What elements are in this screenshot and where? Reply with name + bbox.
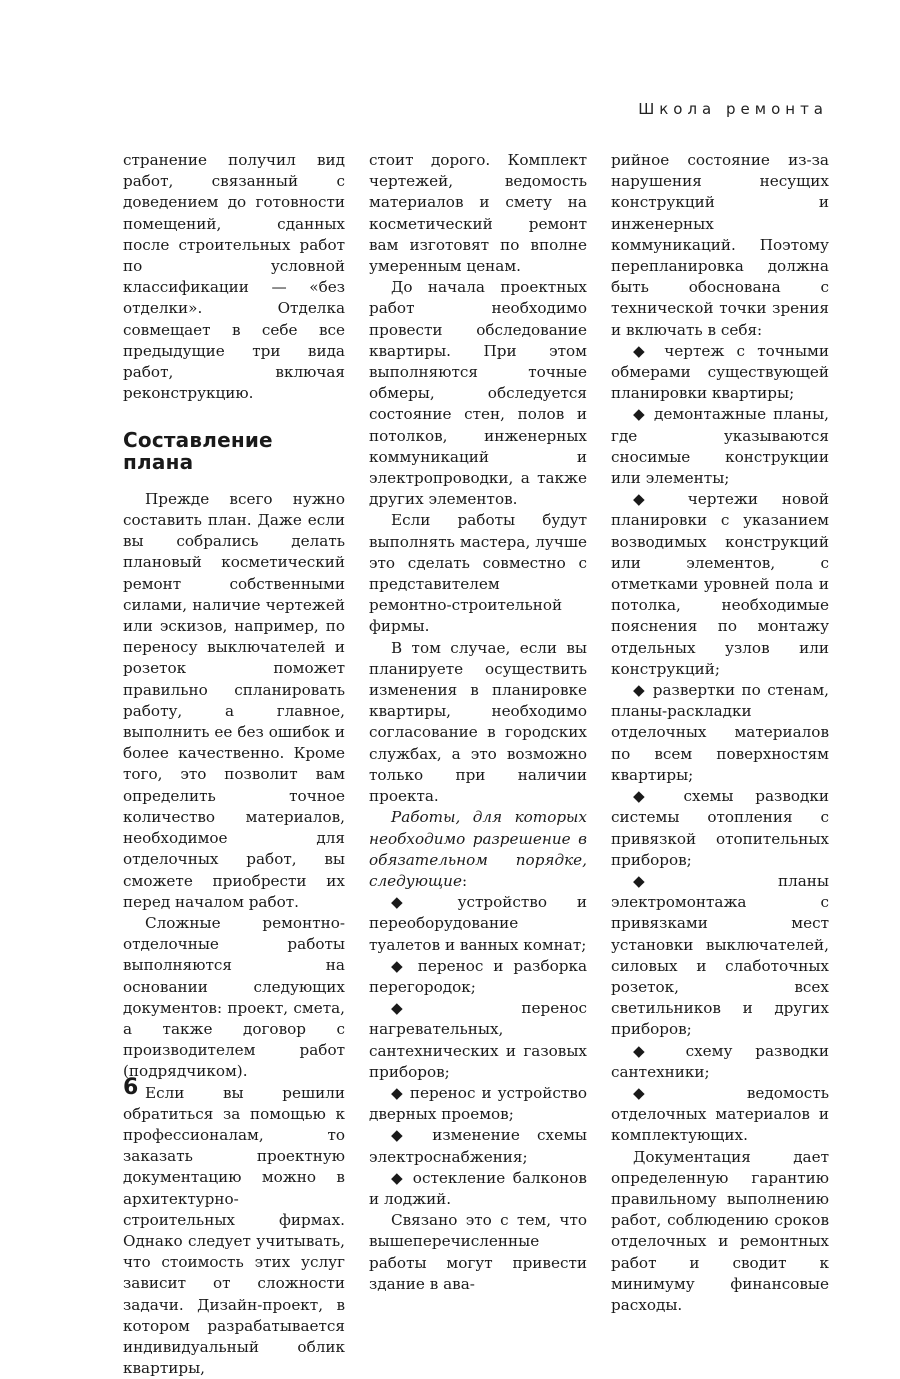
bullet-item: ◆ устройство и переоборудование туалетов и ванных комнат; [369, 893, 587, 954]
bullet-item: ◆ изменение схемы электроснабжения; [369, 1126, 587, 1166]
bullet-item: ◆ перенос и устройство дверных проемов; [369, 1083, 587, 1124]
bullet-item: ◆ схемы разводки системы отопления с привязкой отопительных приборов; [611, 787, 829, 869]
paragraph-italic-intro [369, 807, 587, 892]
paragraph: странение получил вид работ, связанный с доведением до готовности помещений, сданных после строительных работ по условной классификации — «без отделки». Отделка совмещает в себе все предыдущие три вида работ, включая реконструкцию. [123, 151, 345, 403]
text-column-2 [369, 150, 587, 1295]
page-number: 6 [123, 1075, 139, 1100]
text-column-1 [123, 150, 345, 1379]
bullet-item: ◆ планы электромонтажа с привязками мест установки выключателей, силовых и слаботочных розеток, всех светильников и других приборов; [611, 871, 829, 1039]
paragraph: Если работы будут выполнять мастера, лучше это сделать совместно с представителем ремонтно-строительной фирмы. [369, 511, 587, 636]
bullet-item: ◆ развертки по стенам, планы-раскладки отделочных материалов по всем поверхностям квартиры; [611, 681, 829, 784]
text-column-3 [611, 150, 829, 1316]
paragraph: Документация дает определенную гарантию правильному выполнению работ, соблюдению сроков отделочных и ремонтных работ и сводит к минимуму финансовые расходы. [611, 1147, 829, 1314]
paragraph: рийное состояние из-за нарушения несущих конструкций и инженерных коммуникаций. Поэтому перепланировка должна быть обоснована с технической точки зрения и включать в себя: [611, 151, 829, 339]
paragraph: стоит дорого. Комплект чертежей, ведомость материалов и смету на косметический ремонт вам изготовят по вполне умеренным ценам. [369, 151, 587, 276]
paragraph: Сложные ремонтно-отделочные работы выполняются на основании следующих документов: проект, смета, а также договор с производителем работ (подрядчиком). [123, 913, 345, 1081]
paragraph: В том случае, если вы планируете осуществить изменения в планировке квартиры, необходимо согласование в городских службах, а это возможно только при наличии проекта. [369, 638, 587, 806]
paragraph: Связано это с тем, что вышеперечисленные работы могут привести здание в ава- [369, 1211, 587, 1293]
bullet-item: ◆ остекление балконов и лоджий. [369, 1168, 587, 1208]
paragraph: Если вы решили обратиться за помощью к профессионалам, то заказать проектную документацию можно в архитектурно-строительных фирмах. Однако следует учитывать, что стоимость этих услуг зависит от сложности задачи. Дизайн-проект, в котором разрабатывается индивидуальный облик квартиры, [123, 1083, 345, 1378]
bullet-item: ◆ чертежи новой планировки с указанием возводимых конструкций или элементов, с отметками уровней пола и потолка, необходимые пояснения по монтажу отдельных узлов или конструкций; [611, 490, 829, 678]
paragraph: До начала проектных работ необходимо провести обследование квартиры. При этом выполняются точные обмеры, обследуется состояние стен, полов и потолков, инженерных коммуникаций и электропроводки, а также других элементов. [369, 278, 587, 509]
bullet-item: ◆ перенос нагревательных, сантехнических и газовых приборов; [369, 999, 587, 1081]
bullet-item: ◆ демонтажные планы, где указываются сносимые конструкции или элементы; [611, 405, 829, 488]
italic-lead: Работы, для которых необходимо разрешение в обязательном порядке, следующие [369, 808, 587, 890]
bullet-item: ◆ схему разводки сантехники; [611, 1041, 829, 1081]
section-heading: Составление плана [123, 428, 273, 474]
bullet-item: ◆ ведомость отделочных материалов и комплектующих. [611, 1083, 829, 1145]
bullet-item: ◆ чертеж с точными обмерами существующей планировки квартиры; [611, 341, 829, 403]
running-title: Школа ремонта [638, 100, 828, 118]
bullet-item: ◆ перенос и разборка перегородок; [369, 956, 587, 996]
colon: : [461, 871, 468, 890]
paragraph: Прежде всего нужно составить план. Даже если вы собрались делать плановый косметический ремонт собственными силами, наличие чертежей или эскизов, например, по переносу выключателей и розеток поможет правильно спланировать работу, а главное, выполнить ее без ошибок и более качественно. Кроме того, это позволит вам определить точное количество материалов, необходимое для отделочных работ, вы сможете приобрести их перед началом работ. [123, 489, 345, 911]
